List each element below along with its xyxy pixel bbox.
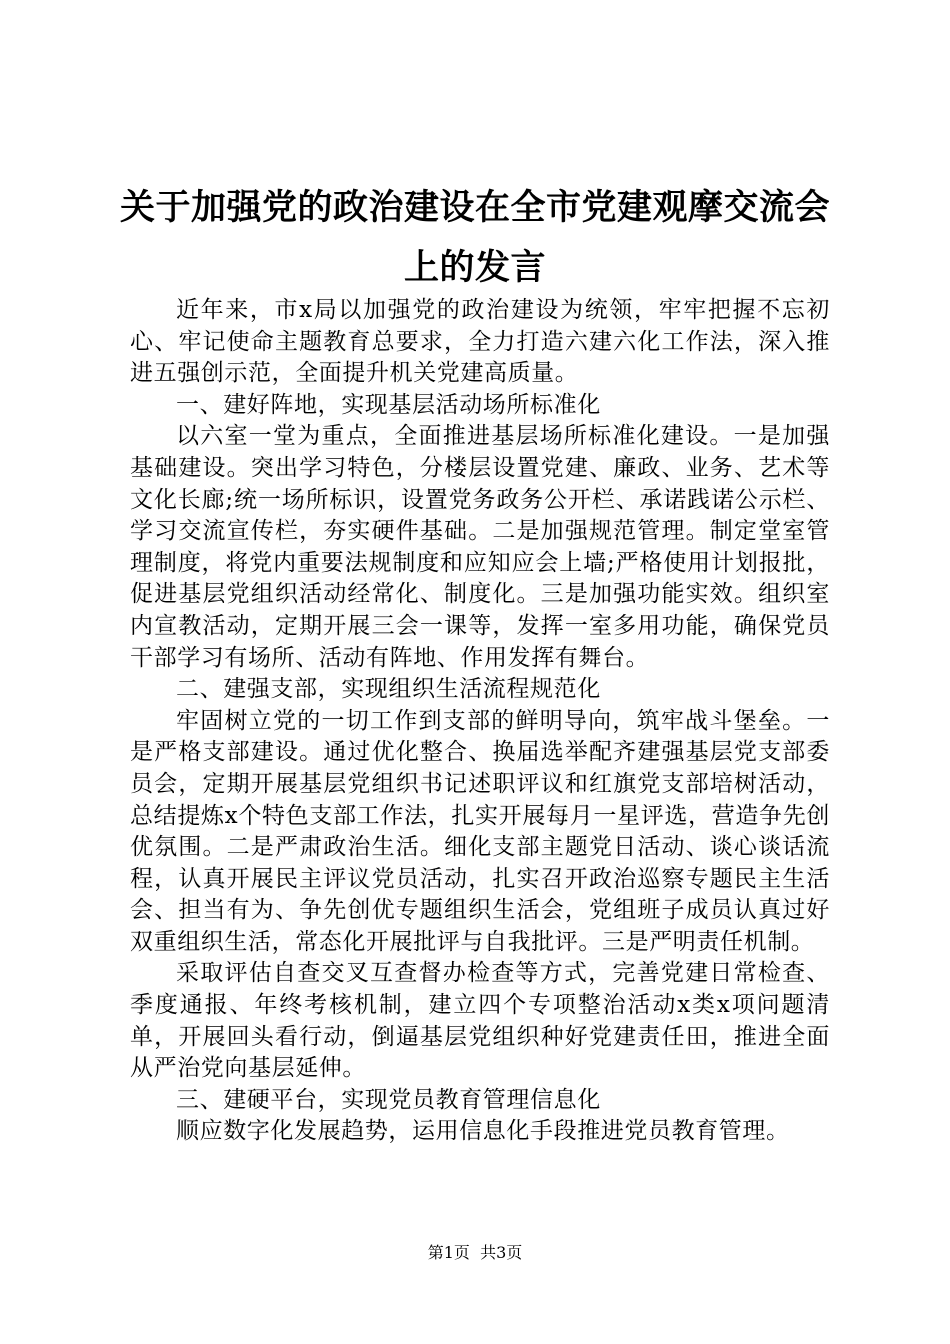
section-paragraph-2b: 采取评估自查交叉互查督办检查等方式，完善党建日常检查、季度通报、年终考核机制，建立四个专项整治活动x类x项问题清单，开展回头看行动，倒逼基层党组织种好党建责任田，推进全面从严治党向基层延伸。 [130,960,830,1082]
document-body [130,295,830,1148]
section-heading-3: 三、建硬平台，实现党员教育管理信息化 [176,1086,601,1113]
section-paragraph-3: 顺应数字化发展趋势，运用信息化手段推进党员教育管理。 [176,1118,790,1145]
section-heading-2: 二、建强支部，实现组织生活流程规范化 [176,676,601,703]
section-paragraph-1: 以六室一堂为重点，全面推进基层场所标准化建设。一是加强基础建设。突出学习特色，分楼层设置党建、廉政、业务、艺术等文化长廊;统一场所标识，设置党务政务公开栏、承诺践诺公示栏、学习交流宣传栏，夯实硬件基础。二是加强规范管理。制定堂室管理制度，将党内重要法规制度和应知应会上墙;严格使用计划报批，促进基层党组织活动经常化、制度化。三是加强功能实效。组织室内宣教活动，定期开展三会一课等，发挥一室多用功能，确保党员干部学习有场所、活动有阵地、作用发挥有舞台。 [130,423,830,671]
intro-paragraph: 近年来，市x局以加强党的政治建设为统领，牢牢把握不忘初心、牢记使命主题教育总要求，全力打造六建六化工作法，深入推进五强创示范，全面提升机关党建高质量。 [130,297,830,387]
document-title-line-1: 关于加强党的政治建设在全市党建观摩交流会 [119,187,830,228]
page-footer: 第1页 共3页 [427,1243,523,1262]
section-heading-1: 一、建好阵地，实现基层活动场所标准化 [176,391,601,418]
document-title-line-2: 上的发言 [403,247,546,288]
section-paragraph-2: 牢固树立党的一切工作到支部的鲜明导向，筑牢战斗堡垒。一是严格支部建设。通过优化整合、换届选举配齐建强基层党支部委员会，定期开展基层党组织书记述职评议和红旗党支部培树活动，总结提炼x个特色支部工作法，扎实开展每月一星评选，营造争先创优氛围。二是严肃政治生活。细化支部主题党日活动、谈心谈话流程，认真开展民主评议党员活动，扎实召开政治巡察专题民主生活会、担当有为、争先创优专题组织生活会，党组班子成员认真过好双重组织生活，常态化开展批评与自我批评。三是严明责任机制。 [130,707,830,955]
